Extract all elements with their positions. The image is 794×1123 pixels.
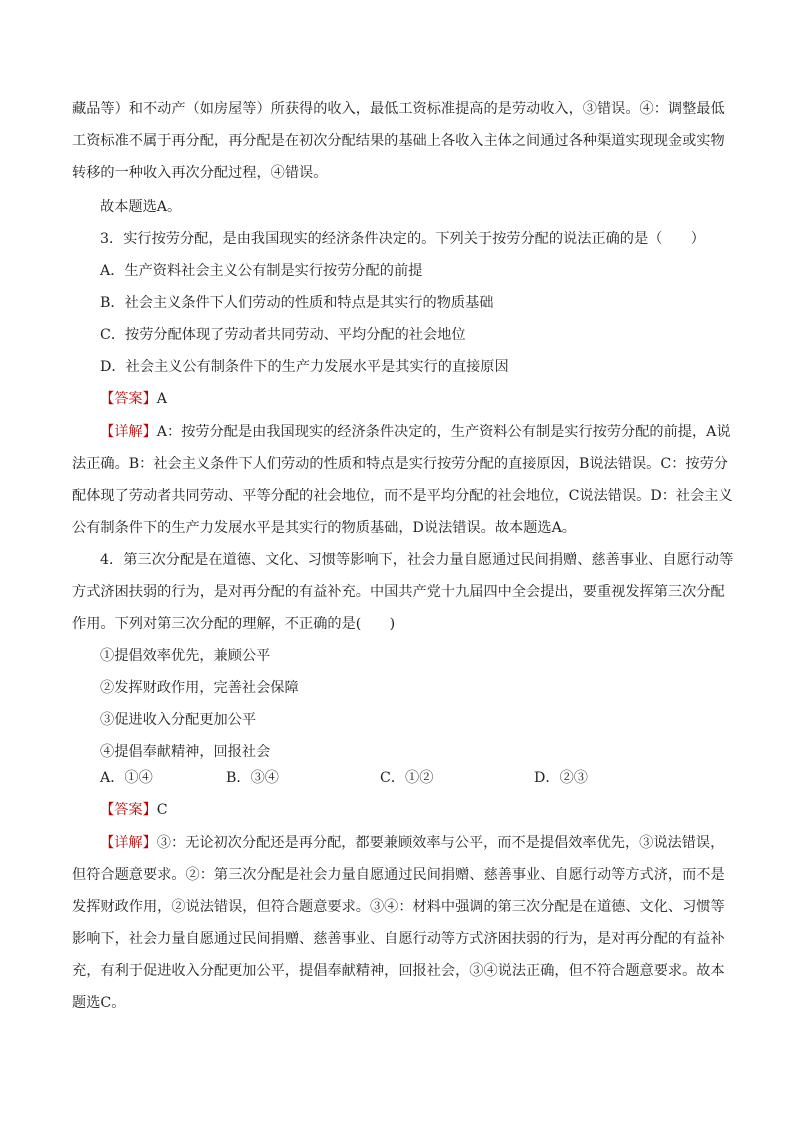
text-line: 方式济困扶弱的行为，是对再分配的有益补充。中国共产党十九届四中全会提出，要重视发挥第三次分配 — [72, 584, 725, 600]
text-line: 故本题选A。 — [100, 199, 182, 215]
text-line: 充，有利于促进收入分配更加公平，提倡奉献精神，回报社会，③④说法正确，但不符合题意要求。故本 — [72, 963, 725, 979]
text-line: 配体现了劳动者共同劳动、平等分配的社会地位，而不是平均分配的社会地位，C说法错误。D：社会主义 — [72, 488, 733, 504]
question-3-option-b: B．社会主义条件下人们劳动的性质和特点是其实行的物质基础 — [100, 295, 494, 311]
answer-value: A — [156, 391, 168, 407]
question-4-stem: 4．第三次分配是在道德、文化、习惯等影响下，社会力量自愿通过民间捐赠、慈善事业、自愿行动等 — [100, 552, 734, 568]
explanation-label: 【详解】 — [100, 424, 157, 440]
text-line: 公有制条件下的生产力发展水平是其实行的物质基础，D说法错误。故本题选A。 — [72, 520, 576, 536]
answer-value: C — [156, 802, 168, 818]
question-3-stem: 3．实行按劳分配，是由我国现实的经济条件决定的。下列关于按劳分配的说法正确的是（ ） — [100, 231, 705, 247]
question-3-option-d: D．社会主义公有制条件下的生产力发展水平是其实行的直接原因 — [100, 359, 509, 375]
text-line: 藏品等）和不动产（如房屋等）所获得的收入，最低工资标准提高的是劳动收入，③错误。④：调整最低 — [72, 101, 725, 117]
question-4-item-4: ④提倡奉献精神，回报社会 — [100, 744, 271, 760]
text-line: 发挥财政作用，②说法错误，但符合题意要求。③④：材料中强调的第三次分配是在道德、文化、习惯等 — [72, 899, 725, 915]
text-line: 影响下，社会力量自愿通过民间捐赠、慈善事业、自愿行动等方式济困扶弱的行为，是对再分配的有益补 — [72, 931, 725, 947]
question-4-item-2: ②发挥财政作用，完善社会保障 — [100, 680, 299, 696]
question-3-option-a: A．生产资料社会主义公有制是实行按劳分配的前提 — [100, 263, 423, 279]
explanation-label: 【详解】 — [100, 835, 157, 851]
question-4-item-3: ③促进收入分配更加公平 — [100, 712, 257, 728]
question-4-option-a: A．①④ — [100, 770, 153, 786]
question-4-option-d: D．②③ — [534, 770, 588, 786]
explanation-text: A：按劳分配是由我国现实的经济条件决定的，生产资料公有制是实行按劳分配的前提，A说 — [156, 424, 731, 440]
answer-label: 【答案】 — [100, 802, 157, 818]
text-line: 题选C。 — [72, 995, 126, 1011]
text-line: 工资标准不属于再分配，再分配是在初次分配结果的基础上各收入主体之间通过各种渠道实现现金或实物 — [72, 133, 725, 149]
text-line: 但符合题意要求。②：第三次分配是社会力量自愿通过民间捐赠、慈善事业、自愿行动等方式济，而不是 — [72, 867, 725, 883]
explanation-text: ③：无论初次分配还是再分配，都要兼顾效率与公平，而不是提倡效率优先，③说法错误， — [156, 835, 725, 851]
question-4-explanation — [100, 832, 724, 854]
question-4-answer — [100, 799, 168, 821]
question-4-item-1: ①提倡效率优先，兼顾公平 — [100, 648, 271, 664]
question-3-answer — [100, 388, 167, 410]
text-line: 作用。下列对第三次分配的理解，不正确的是( ) — [72, 616, 396, 632]
question-3-option-c: C．按劳分配体现了劳动者共同劳动、平均分配的社会地位 — [100, 327, 466, 343]
answer-label: 【答案】 — [100, 391, 157, 407]
text-line: 法正确。B：社会主义条件下人们劳动的性质和特点是实行按劳分配的直接原因，B说法错误。C：按劳分 — [72, 456, 728, 472]
text-line: 转移的一种收入再次分配过程，④错误。 — [72, 165, 328, 181]
question-4-option-b: B．③④ — [226, 770, 279, 786]
question-4-option-c: C．①② — [380, 770, 434, 786]
question-3-explanation — [100, 421, 731, 443]
